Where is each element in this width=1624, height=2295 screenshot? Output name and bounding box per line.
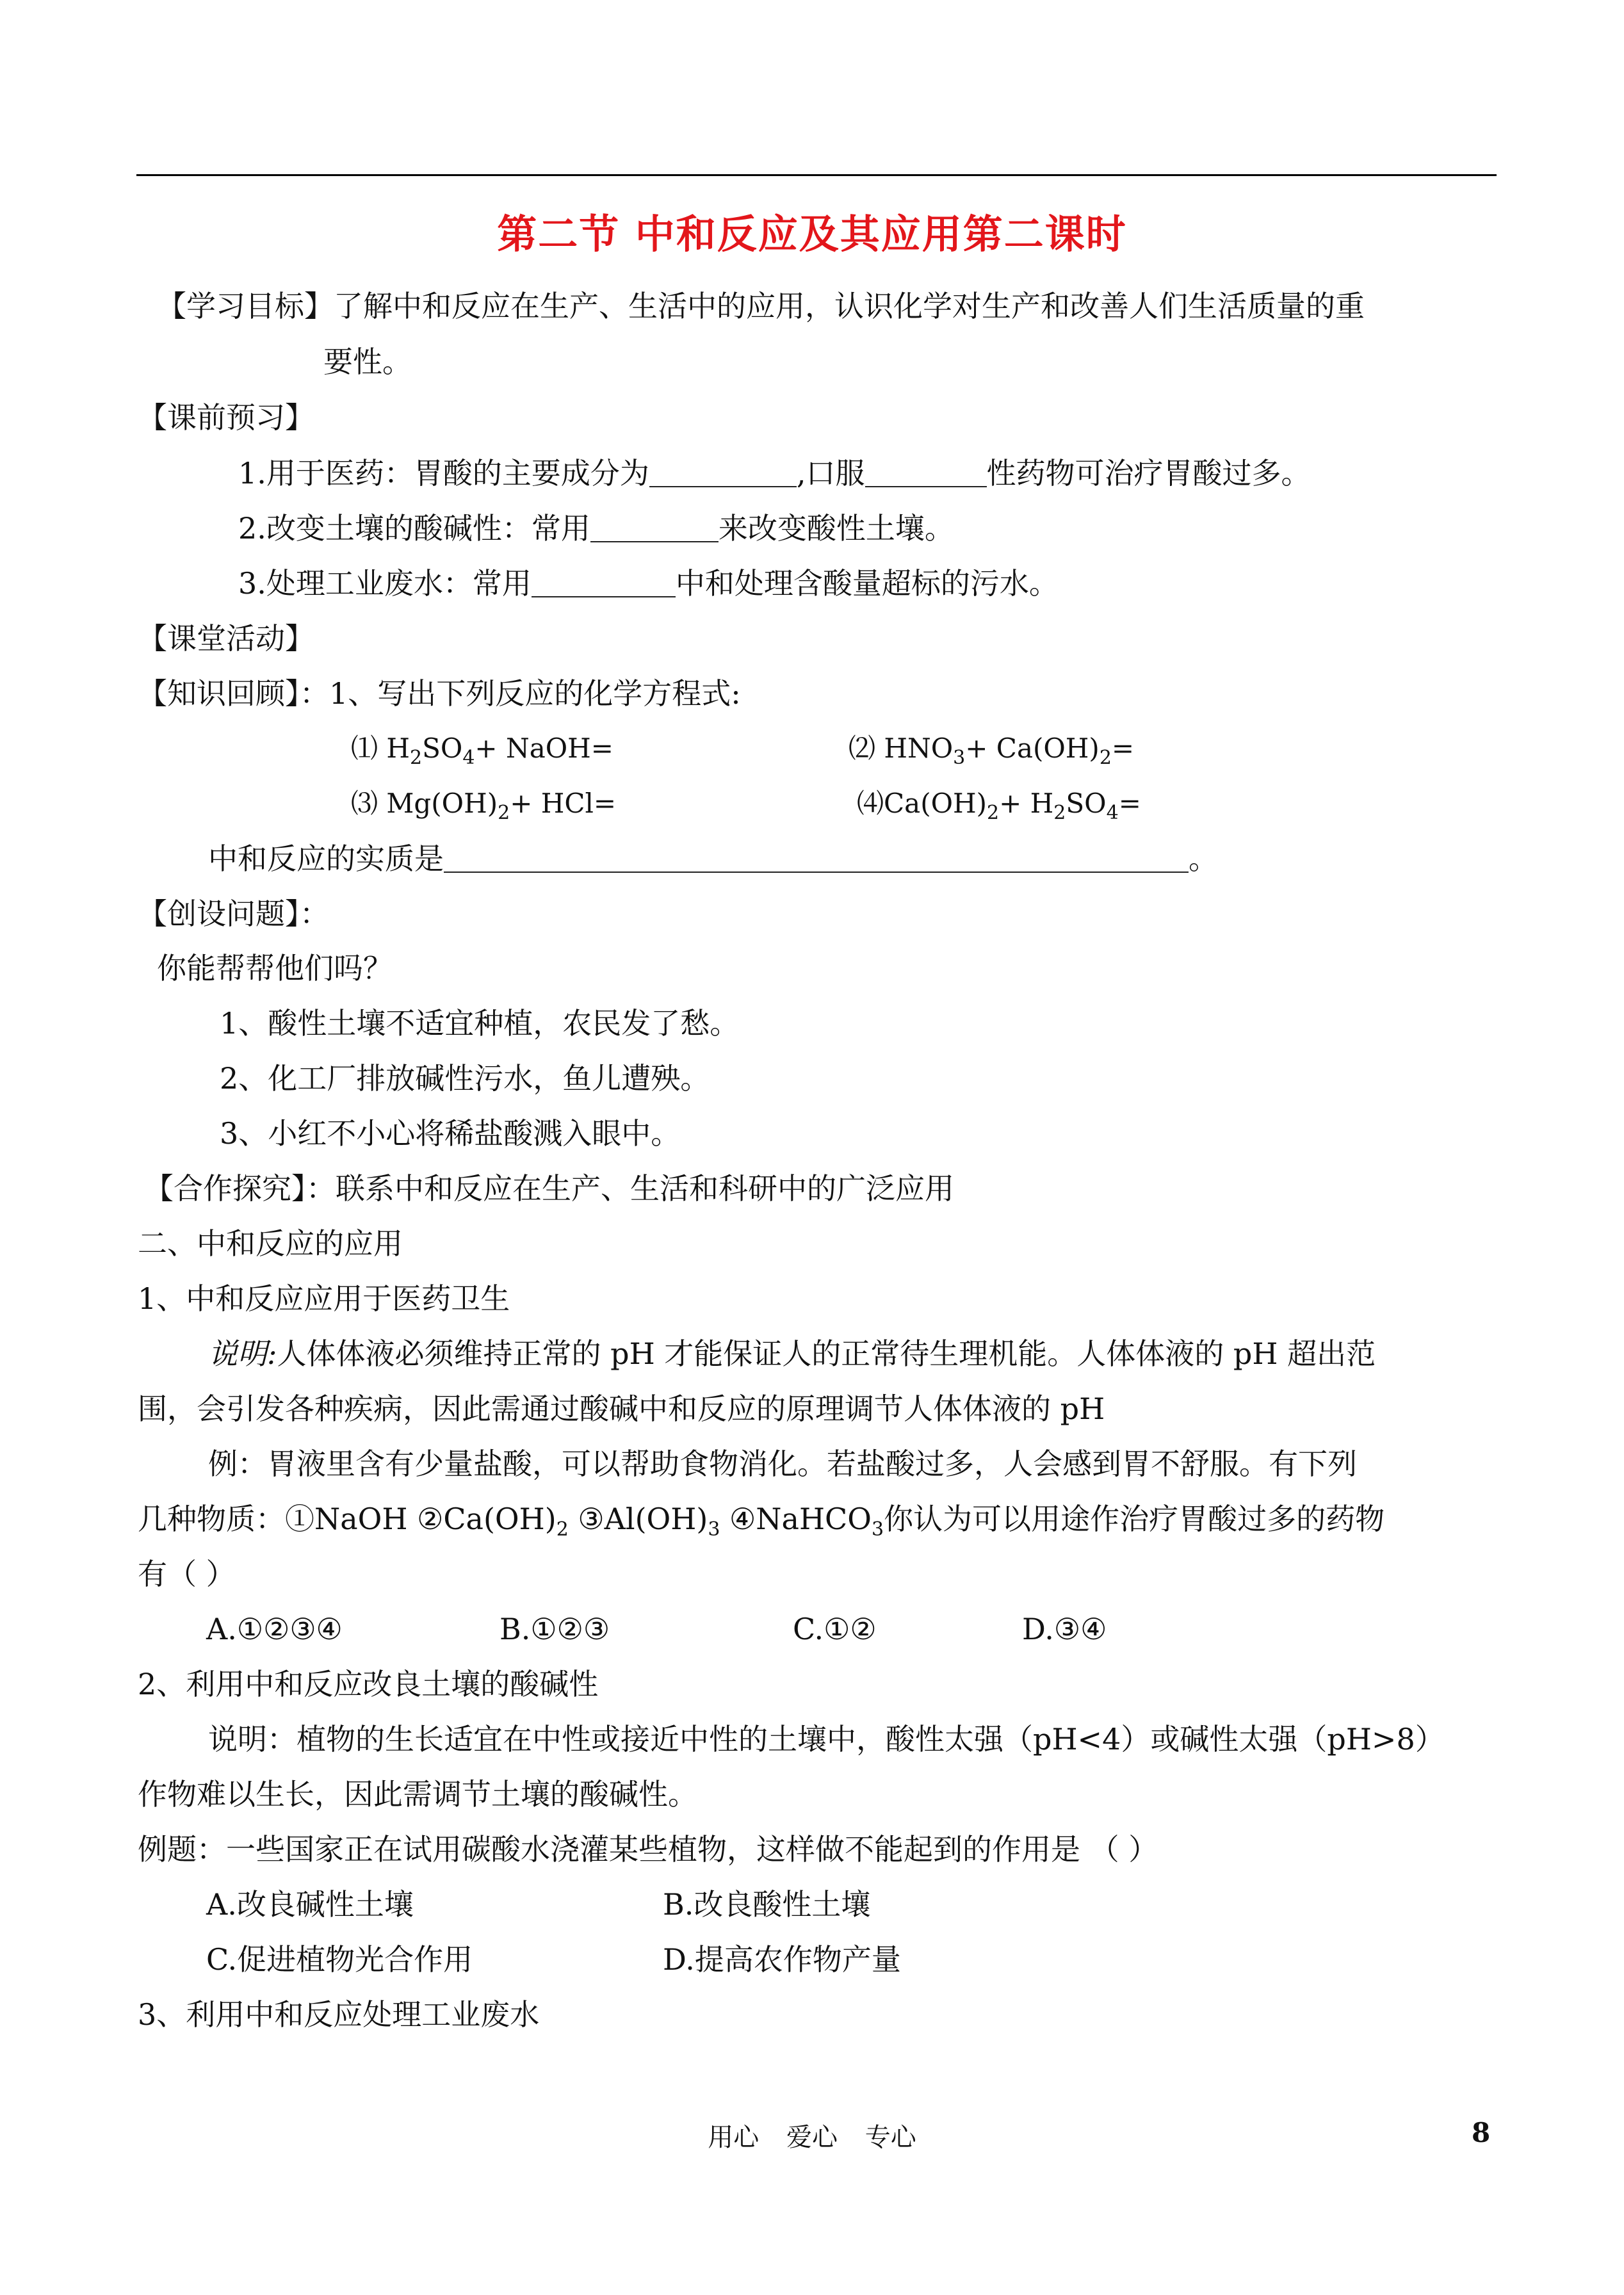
review-line [138,676,741,711]
equation-3: ⑶ $Mg(OH)_2+ HCl=$ [351,788,617,824]
problem-item-1: 1、酸性土壤不适宜种植，农民发了愁。 [220,1006,740,1041]
preview-item-2-text: 来改变酸性土壤。 [718,511,954,546]
example-2-option-d[interactable]: D.提高农作物产量 [663,1942,901,1977]
page-number: 8 [1472,2117,1491,2148]
essence-end: 。 [1189,841,1218,876]
preview-item-1-text: ,口服 [796,456,865,491]
essence-line [208,841,1218,877]
coop-line [144,1171,954,1206]
note-1-line-2: 围，会引发各种疾病，因此需通过酸碱中和反应的原理调节人体体液的 pH [138,1391,1105,1426]
note-2-line-2: 作物难以生长，因此需调节土壤的酸碱性。 [138,1777,697,1812]
objective-text-1: 了解中和反应在生产、生活中的应用，认识化学对生产和改善人们生活质量的重 [334,289,1365,323]
review-text: 1、写出下列反应的化学方程式: [329,676,741,711]
example-2-option-a[interactable]: A.改良碱性土壤 [206,1887,414,1922]
objective-line-1 [157,288,1365,324]
example-1-option-c[interactable]: C.①② [793,1612,877,1646]
problem-item-2: 2、化工厂排放碱性污水，鱼儿遭殃。 [220,1061,710,1096]
answer-blank[interactable] [532,571,676,597]
preview-item-1-text: 1.用于医药：胃酸的主要成分为 [238,456,649,491]
coop-label: 【合作探究】 [144,1171,306,1206]
example-1-line-1: 例：胃液里含有少量盐酸，可以帮助食物消化。若盐酸过多，人会感到胃不舒服。有下列 [208,1447,1357,1481]
note-label: 说明: [208,1336,277,1371]
preview-item-1-text: 性药物可治疗胃酸过多。 [986,456,1311,491]
equation-1: ⑴ $H_2SO_4+$ NaOH= [351,733,613,769]
review-label: 【知识回顾】： [138,676,329,711]
example-2-option-c[interactable]: C.促进植物光合作用 [206,1942,473,1977]
preview-item-2 [238,510,954,546]
problem-heading: 【创设问题】： [138,896,329,931]
note-1-line-1 [208,1336,1376,1372]
answer-blank[interactable] [590,515,719,542]
preview-heading: 【课前预习】 [138,400,314,435]
equation-2: ⑵ $HNO_3+ Ca(OH)_2=$ [849,733,1135,769]
answer-blank[interactable] [865,460,987,487]
objective-text-2: 要性。 [323,345,412,379]
essence-text: 中和反应的实质是 [208,841,444,876]
example-2-option-b[interactable]: B.改良酸性土壤 [663,1887,871,1922]
preview-item-1 [238,455,1311,491]
example-1-option-d[interactable]: D.③④ [1022,1612,1107,1646]
example-1-line-2: 几种物质：①NaOH $②Ca(OH)_2$ $③Al(OH)_3$ ④NaHCO$_3$你认为可以用途作治疗胃酸过多的药物 [138,1502,1385,1541]
activity-heading: 【课堂活动】 [138,621,314,656]
example-2-line: 例题：一些国家正在试用碳酸水浇灌某些植物，这样做不能起到的作用是 （ ） [138,1832,1158,1867]
answer-blank[interactable] [444,846,1189,873]
subsection-2-heading: 2、利用中和反应改良土壤的酸碱性 [138,1667,599,1701]
equation-4: $⑷Ca(OH)_2+ H_2SO_4=$ [857,788,1141,824]
footer-slogan: 用心 爱心 专心 [708,2123,916,2152]
subsection-3-heading: 3、利用中和反应处理工业废水 [138,1997,540,2032]
objective-label: 【学习目标】 [157,289,334,323]
note-2-line-1: 说明：植物的生长适宜在中性或接近中性的土壤中，酸性太强（pH<4）或碱性太强（pH>8） [208,1722,1445,1756]
example-1-option-b[interactable]: B.①②③ [499,1612,610,1646]
example-1-line-3: 有（ ） [138,1557,236,1591]
preview-item-3-text: 3.处理工业废水：常用 [238,566,532,601]
answer-blank[interactable] [649,460,797,487]
subsection-1-heading: 1、中和反应应用于医药卫生 [138,1281,510,1316]
page-title: 第二节 中和反应及其应用第二课时 [497,211,1127,257]
note-1-text: 人体体液必须维持正常的 pH 才能保证人的正常待生理机能。人体体液的 pH 超出范 [277,1336,1376,1371]
header-rule [136,174,1497,176]
preview-item-3-text: 中和处理含酸量超标的污水。 [675,566,1059,601]
section-2-heading: 二、中和反应的应用 [138,1226,403,1261]
preview-item-2-text: 2.改变土壤的酸碱性：常用 [238,511,590,546]
problem-item-3: 3、小红不小心将稀盐酸溅入眼中。 [220,1116,681,1151]
coop-text: ：联系中和反应在生产、生活和科研中的广泛应用 [306,1171,954,1206]
preview-item-3 [238,565,1059,601]
example-1-option-a[interactable]: A.①②③④ [206,1612,343,1646]
problem-question: 你能帮帮他们吗？ [157,951,393,985]
